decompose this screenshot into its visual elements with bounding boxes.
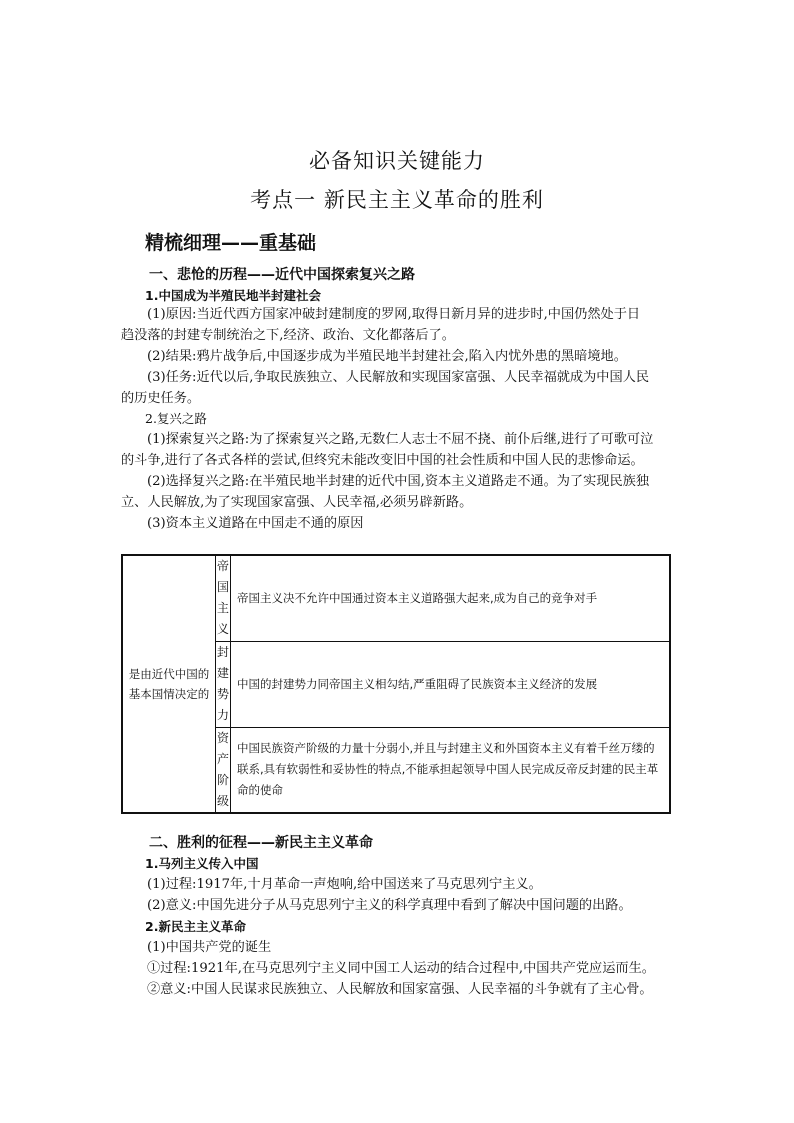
- row-content: 帝国主义决不允许中国通过资本主义道路强大起来,成为自己的竞争对手: [231, 555, 671, 641]
- paragraph: (2)结果:鸦片战争后,中国逐步成为半殖民地半封建社会,陷入内忧外患的黑暗境地。: [147, 349, 627, 364]
- paragraph: (2)选择复兴之路:在半殖民地半封建的近代中国,资本主义道路走不通。为了实现民族独: [147, 474, 650, 489]
- paragraph: 的历史任务。: [121, 391, 201, 406]
- paragraph: (3)任务:近代以后,争取民族独立、人民解放和实现国家富强、人民幸福就成为中国人民: [147, 370, 650, 385]
- row-label: 帝 国 主 义: [216, 555, 231, 641]
- reasons-table: [121, 554, 671, 814]
- page-subtitle: 考点一 新民主主义革命的胜利: [250, 188, 544, 212]
- paragraph: (1)原因:当近代西方国家冲破封建制度的罗网,取得日新月异的进步时,中国仍然处于日: [147, 307, 641, 322]
- left-label-line: 是由近代中国的: [128, 666, 210, 681]
- paragraph: 趋没落的封建专制统治之下,经济、政治、文化都落后了。: [121, 328, 455, 343]
- part2-item1-title: 1.马列主义传入中国: [145, 856, 259, 871]
- paragraph: (1)探索复兴之路:为了探索复兴之路,无数仁人志士不屈不挠、前仆后继,进行了可歌可泣: [147, 432, 654, 447]
- row-label: 封 建 势 力: [216, 641, 231, 727]
- paragraph: ②意义:中国人民谋求民族独立、人民解放和国家富强、人民幸福的斗争就有了主心骨。: [147, 982, 653, 997]
- paragraph: (3)资本主义道路在中国走不通的原因: [147, 516, 364, 531]
- part1-item1-title: 1.中国成为半殖民地半封建社会: [145, 288, 321, 303]
- paragraph: 立、人民解放,为了实现国家富强、人民幸福,必须另辟新路。: [121, 495, 473, 510]
- paragraph: 的斗争,进行了各式各样的尝试,但终究未能改变旧中国的社会性质和中国人民的悲惨命运。: [121, 453, 644, 468]
- paragraph: (1)过程:1917年,十月革命一声炮响,给中国送来了马克思列宁主义。: [147, 877, 542, 892]
- paragraph: (1)中国共产党的诞生: [147, 940, 272, 955]
- page-title: 必备知识关键能力: [309, 149, 485, 173]
- row-label: 资 产 阶 级: [216, 727, 231, 813]
- part1-heading: 一、悲怆的历程——近代中国探索复兴之路: [149, 267, 415, 283]
- section-heading: 精梳细理——重基础: [145, 232, 317, 254]
- paragraph: (2)意义:中国先进分子从马克思列宁主义的科学真理中看到了解决中国问题的出路。: [147, 898, 632, 913]
- part2-item2-title: 2.新民主主义革命: [145, 919, 246, 934]
- paragraph: ①过程:1921年,在马克思列宁主义同中国工人运动的结合过程中,中国共产党应运而生。: [147, 961, 655, 976]
- part1-item2-title: 2.复兴之路: [145, 411, 207, 426]
- left-label-line: 基本国情决定的: [128, 686, 210, 701]
- row-content: 中国的封建势力同帝国主义相勾结,严重阻碍了民族资本主义经济的发展: [231, 641, 671, 727]
- table-row: [122, 555, 670, 641]
- table-left-label: [122, 555, 216, 813]
- row-content: 中国民族资产阶级的力量十分弱小,并且与封建主义和外国资本主义有着千丝万缕的联系,具有软弱性和妥协性的特点,不能承担起领导中国人民完成反帝反封建的民主革命的使命: [231, 727, 671, 813]
- part2-heading: 二、胜利的征程——新民主主义革命: [149, 835, 373, 851]
